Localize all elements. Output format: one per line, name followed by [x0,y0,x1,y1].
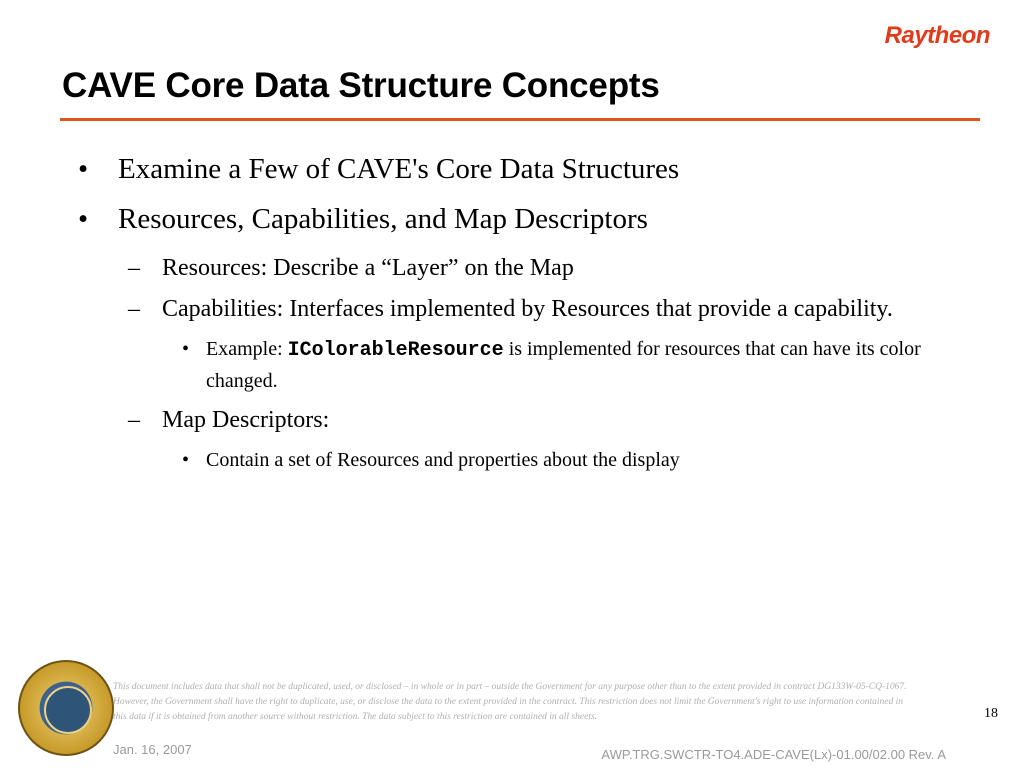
bullet-item [78,152,938,186]
dash-icon: – [128,255,140,281]
sub-bullet-item [78,404,938,437]
bullet-icon: • [182,449,190,471]
footer-disclaimer: This document includes data that shall not be duplicated, used, or disclosed – in whole or in part – outside the Government for any purpose other than to the extent provided in contract DG133W-05-CQ-1067. However, the Government shall have the right to duplicate, use, or disclose the data to the extent provided in the contract. This restriction does not limit the Government's right to use information contained in this data if it is obtained from another source without restriction. The data subject to this restriction are contained in all sheets. [113,682,907,722]
sub-bullet-item [78,293,938,326]
bullet-text: Resources, Capabilities, and Map Descriptors [118,203,648,235]
sub-sub-bullet-item [78,334,938,396]
dash-icon: – [128,296,140,322]
slide-content [78,152,938,483]
bullet-icon: • [182,338,190,360]
dash-icon: – [128,407,140,433]
raytheon-logo: Raytheon [884,22,990,49]
raytheon-awips-team-seal-icon [18,660,114,756]
bullet-icon: • [78,153,89,185]
title-divider [60,118,980,121]
sub-sub-bullet-text: Contain a set of Resources and properties about the display [206,449,680,471]
footer-date: Jan. 16, 2007 [113,742,192,757]
code-identifier: IColorableResource [287,339,504,362]
bullet-item [78,202,938,236]
slide-title: CAVE Core Data Structure Concepts [62,66,660,105]
sub-bullet-text: Resources: Describe a “Layer” on the Map [162,255,574,281]
example-prefix: Example: [206,338,288,360]
sub-bullet-item [78,252,938,285]
footer-document-id: AWP.TRG.SWCTR-TO4.ADE-CAVE(Lx)-01.00/02.00 Rev. A [601,747,946,762]
bullet-icon: • [78,203,89,235]
bullet-text: Examine a Few of CAVE's Core Data Structures [118,153,680,185]
page-number: 18 [984,706,998,721]
sub-bullet-text: Map Descriptors: [162,407,330,433]
seal-center-icon [44,686,92,734]
example-suffix: is implemented for resources that can have its color changed. [206,338,921,392]
sub-sub-bullet-item [78,445,938,475]
sub-bullet-text: Capabilities: Interfaces implemented by Resources that provide a capability. [162,296,893,322]
